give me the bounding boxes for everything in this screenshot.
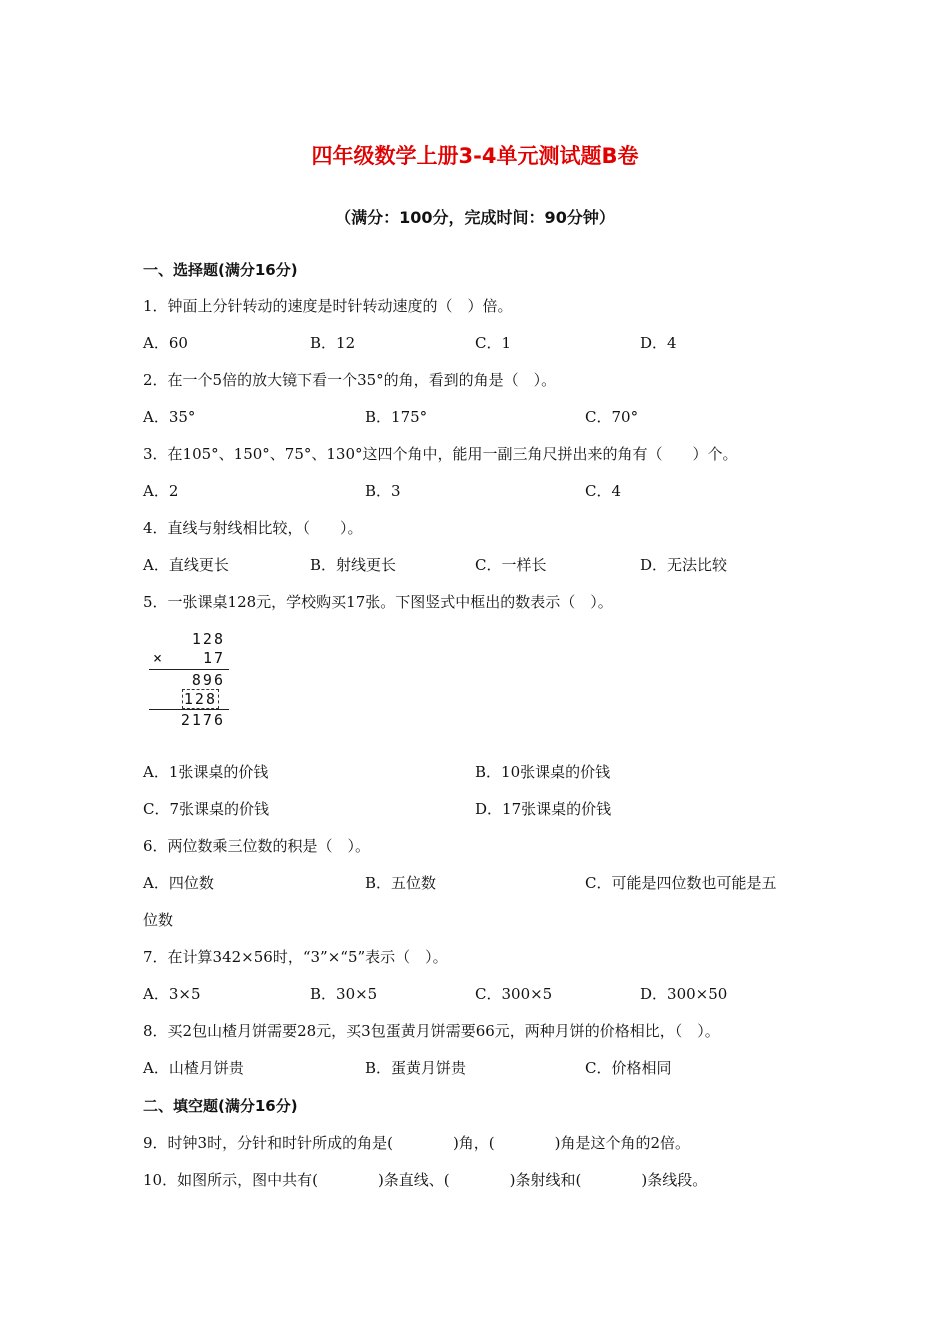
exam-info: （满分：100分，完成时间：90分钟）	[335, 208, 615, 227]
q5-option-b: B．10张课桌的价钱	[475, 763, 611, 781]
question-7: 7．在计算342×56时，“3”×“5”表示（ ）。	[143, 948, 448, 966]
question-1: 1．钟面上分针转动的速度是时针转动速度的（ ）倍。	[143, 297, 513, 315]
q6-option-b: B．五位数	[365, 874, 437, 892]
q6-option-c: C．可能是四位数也可能是五	[585, 874, 777, 892]
question-3: 3．在105°、150°、75°、130°这四个角中，能用一副三角尺拼出来的角有（ ）个。	[143, 445, 738, 463]
question-9: 9．时钟3时，分针和时针所成的角是( )角，( )角是这个角的2倍。	[143, 1134, 691, 1152]
q1-option-b: B．12	[310, 334, 356, 352]
question-5: 5．一张课桌128元，学校购买17张。下图竖式中框出的数表示（ ）。	[143, 593, 613, 611]
q4-option-c: C．一样长	[475, 556, 547, 574]
calc-multiplier: 17	[202, 649, 225, 667]
q2-option-a: A．35°	[143, 408, 196, 426]
section-choice-heading: 一、选择题(满分16分)	[143, 261, 298, 279]
q1-option-c: C．1	[475, 334, 512, 352]
calc-rule-2	[149, 709, 229, 710]
q7-option-c: C．300×5	[475, 985, 553, 1003]
q7-option-b: B．30×5	[310, 985, 378, 1003]
question-6: 6．两位数乘三位数的积是（ ）。	[143, 837, 371, 855]
calc-rule-1	[149, 669, 229, 670]
q2-option-c: C．70°	[585, 408, 639, 426]
q6-option-c-wrap: 位数	[143, 911, 174, 929]
section-fill-heading: 二、填空题(满分16分)	[143, 1097, 298, 1115]
question-8: 8．买2包山楂月饼需要28元，买3包蛋黄月饼需要66元，两种月饼的价格相比，（ ）。	[143, 1022, 720, 1040]
calc-product: 2176	[180, 711, 225, 729]
q8-option-c: C．价格相同	[585, 1059, 672, 1077]
page-title: 四年级数学上册3-4单元测试题B卷	[311, 144, 639, 168]
q4-option-b: B．射线更长	[310, 556, 397, 574]
q5-option-c: C．7张课桌的价钱	[143, 800, 270, 818]
q2-option-b: B．175°	[365, 408, 428, 426]
q4-option-d: D．无法比较	[640, 556, 728, 574]
question-4: 4．直线与射线相比较，（ ）。	[143, 519, 363, 537]
calc-partial-product-2	[182, 690, 219, 708]
q7-option-a: A．3×5	[143, 985, 201, 1003]
q5-option-d: D．17张课桌的价钱	[475, 800, 612, 818]
q3-option-b: B．3	[365, 482, 401, 500]
q1-option-d: D．4	[640, 334, 677, 352]
q5-option-a: A．1张课桌的价钱	[143, 763, 269, 781]
question-2: 2．在一个5倍的放大镜下看一个35°的角，看到的角是（ ）。	[143, 371, 557, 389]
vertical-multiplication	[143, 630, 233, 730]
q8-option-a: A．山楂月饼贵	[143, 1059, 244, 1077]
question-10: 10．如图所示，图中共有( )条直线、( )条射线和( )条线段。	[143, 1171, 708, 1189]
highlight-box: 128	[183, 690, 217, 708]
calc-times-sign: ×	[153, 649, 165, 667]
q7-option-d: D．300×50	[640, 985, 728, 1003]
q6-option-a: A．四位数	[143, 874, 214, 892]
calc-multiplicand: 128	[191, 630, 225, 648]
q3-option-a: A．2	[143, 482, 179, 500]
calc-partial-product-1: 896	[191, 671, 225, 689]
q4-option-a: A．直线更长	[143, 556, 229, 574]
q1-option-a: A．60	[143, 334, 188, 352]
q8-option-b: B．蛋黄月饼贵	[365, 1059, 467, 1077]
q3-option-c: C．4	[585, 482, 622, 500]
